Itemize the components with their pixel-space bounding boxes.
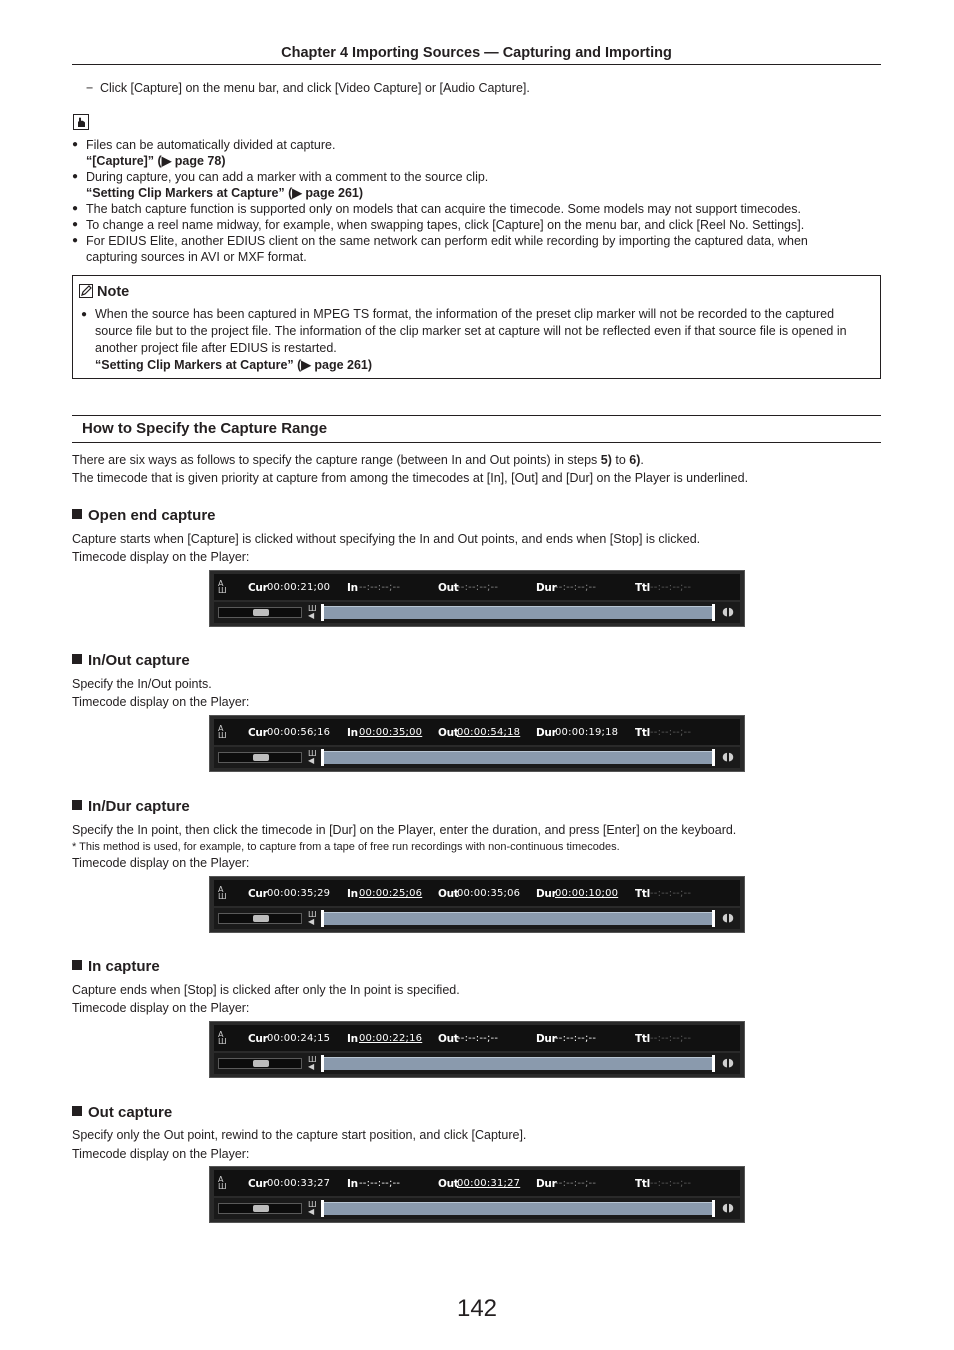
ttl-timecode: --:--:--;-- xyxy=(650,1033,692,1044)
subsection-heading xyxy=(72,958,160,976)
intro-text: There are six ways as follows to specify the capture range (between In and Out points) in steps xyxy=(72,453,601,467)
in-label[interactable]: In xyxy=(347,888,358,900)
note-title: Note xyxy=(97,284,130,300)
channel-icon: Ш ◀ xyxy=(308,1055,317,1071)
channel-icon: A Ш xyxy=(218,724,227,740)
subsection-title: In/Out capture xyxy=(88,652,190,669)
timecode-row xyxy=(214,880,740,906)
out-label[interactable]: Out xyxy=(438,582,459,594)
shuttle-knob[interactable] xyxy=(253,1060,269,1067)
hand-pointer-icon xyxy=(73,114,89,135)
out-marker xyxy=(712,604,715,621)
channel-icon: Ш ◀ xyxy=(308,910,317,926)
section-intro-2: The timecode that is given priority at capture from among the timecodes at [In], [Out] and [Dur] on the Player is underlined. xyxy=(72,471,749,485)
in-timecode[interactable]: --:--:--;-- xyxy=(359,1178,401,1189)
shuttle-knob[interactable] xyxy=(253,915,269,922)
player-timecode-display xyxy=(209,1166,745,1223)
scrub-row xyxy=(214,602,740,623)
out-timecode[interactable]: 00:00:54;18 xyxy=(457,727,521,738)
tip-item: ● To change a reel name midway, for example, when swapping tapes, click [Capture] on the menu bar, and click [Reel No. Settings]. xyxy=(72,218,805,232)
dur-timecode[interactable]: 00:00:19;18 xyxy=(555,727,619,738)
out-label[interactable]: Out xyxy=(438,888,459,900)
cur-timecode: 00:00:24;15 xyxy=(267,1033,331,1044)
square-bullet-icon xyxy=(72,1106,82,1116)
channel-icon: Ш ◀ xyxy=(308,1200,317,1216)
subsection-heading xyxy=(72,798,190,816)
subsection-text: Specify the In point, then click the timecode in [Dur] on the Player, enter the duration, and press [Enter] on the keyboard. xyxy=(72,823,737,837)
tip-item: ● During capture, you can add a marker with a comment to the source clip. “Setting Clip Markers at Capture” (▶ page 261) xyxy=(72,170,489,200)
intro-step-text: Click [Capture] on the menu bar, and click [Video Capture] or [Audio Capture]. xyxy=(100,81,530,95)
speaker-icon[interactable]: ◖◗ xyxy=(722,911,734,924)
subsection-title: Open end capture xyxy=(88,507,216,524)
subsection-title: In capture xyxy=(88,958,160,975)
channel-icon: A Ш xyxy=(218,1030,227,1046)
cur-label: Cur xyxy=(248,1033,268,1045)
shuttle-knob[interactable] xyxy=(253,754,269,761)
subsection-text: Capture ends when [Stop] is clicked after only the In point is specified. xyxy=(72,983,460,997)
speaker-icon[interactable]: ◖◗ xyxy=(722,605,734,618)
scrub-row xyxy=(214,747,740,768)
ttl-timecode: --:--:--;-- xyxy=(650,888,692,899)
dur-label[interactable]: Dur xyxy=(536,1033,557,1045)
out-timecode[interactable]: 00:00:31;27 xyxy=(457,1178,521,1189)
subsection-heading xyxy=(72,507,216,525)
channel-icon: A Ш xyxy=(218,885,227,901)
subsection-text: Timecode display on the Player: xyxy=(72,856,250,870)
dur-label[interactable]: Dur xyxy=(536,1178,557,1190)
out-timecode[interactable]: --:--:--;-- xyxy=(457,1033,499,1044)
dur-label[interactable]: Dur xyxy=(536,582,557,594)
tip-text: To change a reel name midway, for example, when swapping tapes, click [Capture] on the menu bar, and click [Reel No. Settings]. xyxy=(86,218,805,232)
cur-timecode: 00:00:35;29 xyxy=(267,888,331,899)
square-bullet-icon xyxy=(72,654,82,664)
square-bullet-icon xyxy=(72,509,82,519)
cur-timecode: 00:00:21;00 xyxy=(267,582,331,593)
subsection-text: Timecode display on the Player: xyxy=(72,1147,250,1161)
position-bar[interactable] xyxy=(324,606,712,619)
ttl-label: Ttl xyxy=(635,888,650,900)
cur-label: Cur xyxy=(248,1178,268,1190)
subsection-text: Timecode display on the Player: xyxy=(72,550,250,564)
dur-timecode[interactable]: --:--:--;-- xyxy=(555,582,597,593)
tip-item: ● Files can be automatically divided at capture. “[Capture]” (▶ page 78) xyxy=(72,138,336,168)
out-timecode[interactable]: --:--:--;-- xyxy=(457,582,499,593)
dur-label[interactable]: Dur xyxy=(536,727,557,739)
note-pen-icon xyxy=(79,284,93,303)
shuttle-slider[interactable] xyxy=(218,1058,302,1069)
ttl-timecode: --:--:--;-- xyxy=(650,1178,692,1189)
ttl-label: Ttl xyxy=(635,727,650,739)
timecode-row xyxy=(214,719,740,745)
subsection-text: Specify only the Out point, rewind to the capture start position, and click [Capture]. xyxy=(72,1128,527,1142)
out-marker xyxy=(712,1055,715,1072)
position-bar[interactable] xyxy=(324,751,712,764)
dur-timecode[interactable]: --:--:--;-- xyxy=(555,1033,597,1044)
channel-icon: A Ш xyxy=(218,1175,227,1191)
note-box xyxy=(72,275,881,379)
player-timecode-display xyxy=(209,715,745,772)
scrub-row xyxy=(214,1053,740,1074)
timecode-row xyxy=(214,574,740,600)
shuttle-knob[interactable] xyxy=(253,609,269,616)
position-bar[interactable] xyxy=(324,1202,712,1215)
out-label[interactable]: Out xyxy=(438,727,459,739)
step-ref: 5) xyxy=(600,453,612,467)
channel-icon: A Ш xyxy=(218,579,227,595)
scrub-row xyxy=(214,1198,740,1219)
out-label[interactable]: Out xyxy=(438,1178,459,1190)
ttl-timecode: --:--:--;-- xyxy=(650,727,692,738)
out-marker xyxy=(712,749,715,766)
speaker-icon[interactable]: ◖◗ xyxy=(722,750,734,763)
tip-text: Files can be automatically divided at capture. xyxy=(86,138,336,152)
channel-icon: Ш ◀ xyxy=(308,604,317,620)
in-timecode[interactable]: 00:00:25;06 xyxy=(359,888,423,899)
chapter-header: Chapter 4 Importing Sources — Capturing and Importing xyxy=(72,44,881,65)
tip-item: ● For EDIUS Elite, another EDIUS client on the same network can perform edit while recording by importing the captured data, when capturing sources in AVI or MXF format. xyxy=(72,234,808,264)
channel-icon: Ш ◀ xyxy=(308,749,317,765)
shuttle-slider[interactable] xyxy=(218,607,302,618)
tip-text: During capture, you can add a marker with a comment to the source clip. xyxy=(86,170,489,184)
out-label[interactable]: Out xyxy=(438,1033,459,1045)
player-timecode-display xyxy=(209,876,745,933)
subsection-text: Timecode display on the Player: xyxy=(72,695,250,709)
subsection-text: Timecode display on the Player: xyxy=(72,1001,250,1015)
intro-dash: − xyxy=(86,81,94,95)
ttl-label: Ttl xyxy=(635,1178,650,1190)
tips-list xyxy=(72,137,852,265)
cur-label: Cur xyxy=(248,582,268,594)
cur-timecode: 00:00:56;16 xyxy=(267,727,331,738)
cur-label: Cur xyxy=(248,727,268,739)
in-label[interactable]: In xyxy=(347,727,358,739)
subsection-title: In/Dur capture xyxy=(88,798,190,815)
in-label[interactable]: In xyxy=(347,582,358,594)
intro-text: to xyxy=(611,453,630,467)
position-bar[interactable] xyxy=(324,1057,712,1070)
tip-text: The batch capture function is supported only on models that can acquire the timecode. Some models may not support timecodes. xyxy=(86,202,801,216)
dur-timecode[interactable]: --:--:--;-- xyxy=(555,1178,597,1189)
scrub-row xyxy=(214,908,740,929)
note-ref-link[interactable]: “Setting Clip Markers at Capture” (▶ page 261) xyxy=(95,358,373,372)
out-marker xyxy=(712,910,715,927)
page-number: 142 xyxy=(456,1295,498,1322)
note-text: When the source has been captured in MPEG TS format, the information of the preset clip marker will not be recorded to the captured source file but to the project file. The information of the clip marker set at capture will not be reflected even if that source file is opened in another project file after EDIUS is restarted. xyxy=(95,307,847,355)
ttl-label: Ttl xyxy=(635,582,650,594)
dur-timecode[interactable]: 00:00:10;00 xyxy=(555,888,619,899)
square-bullet-icon xyxy=(72,960,82,970)
player-timecode-display xyxy=(209,1021,745,1078)
out-marker xyxy=(712,1200,715,1217)
position-bar[interactable] xyxy=(324,912,712,925)
cur-label: Cur xyxy=(248,888,268,900)
tip-item: ● The batch capture function is supported only on models that can acquire the timecode. Some models may not support timecodes. xyxy=(72,202,801,216)
shuttle-slider[interactable] xyxy=(218,1203,302,1214)
section-heading: How to Specify the Capture Range xyxy=(72,415,881,443)
tip-ref-link[interactable]: “[Capture]” (▶ page 78) xyxy=(86,154,226,168)
speaker-icon[interactable]: ◖◗ xyxy=(722,1201,734,1214)
subsection-title: Out capture xyxy=(88,1104,173,1121)
tip-text: For EDIUS Elite, another EDIUS client on the same network can perform edit while recording by importing the captured data, when capturing sources in AVI or MXF format. xyxy=(86,234,808,264)
section-intro-1 xyxy=(72,451,872,469)
note-bullet: ● xyxy=(81,309,88,320)
subsection-heading xyxy=(72,652,190,670)
ttl-timecode: --:--:--;-- xyxy=(650,582,692,593)
player-timecode-display xyxy=(209,570,745,627)
speaker-icon[interactable]: ◖◗ xyxy=(722,1056,734,1069)
step-ref: 6) xyxy=(629,453,641,467)
out-timecode[interactable]: 00:00:35;06 xyxy=(457,888,521,899)
intro-text: . xyxy=(640,453,644,467)
subsection-text: Capture starts when [Capture] is clicked without specifying the In and Out points, and ends when [Stop] is clicked. xyxy=(72,532,701,546)
timecode-row xyxy=(214,1170,740,1196)
shuttle-slider[interactable] xyxy=(218,752,302,763)
shuttle-knob[interactable] xyxy=(253,1205,269,1212)
timecode-row xyxy=(214,1025,740,1051)
subsection-footnote: * This method is used, for example, to capture from a tape of free run recordings with non-continuous timecodes. xyxy=(72,841,620,853)
square-bullet-icon xyxy=(72,800,82,810)
tip-ref-link[interactable]: “Setting Clip Markers at Capture” (▶ page 261) xyxy=(86,186,364,200)
cur-timecode: 00:00:33;27 xyxy=(267,1178,331,1189)
ttl-label: Ttl xyxy=(635,1033,650,1045)
in-label[interactable]: In xyxy=(347,1033,358,1045)
in-timecode[interactable]: --:--:--;-- xyxy=(359,582,401,593)
in-timecode[interactable]: 00:00:35;00 xyxy=(359,727,423,738)
subsection-text: Specify the In/Out points. xyxy=(72,677,212,691)
subsection-heading xyxy=(72,1104,172,1122)
dur-label[interactable]: Dur xyxy=(536,888,557,900)
in-label[interactable]: In xyxy=(347,1178,358,1190)
in-timecode[interactable]: 00:00:22;16 xyxy=(359,1033,423,1044)
shuttle-slider[interactable] xyxy=(218,913,302,924)
